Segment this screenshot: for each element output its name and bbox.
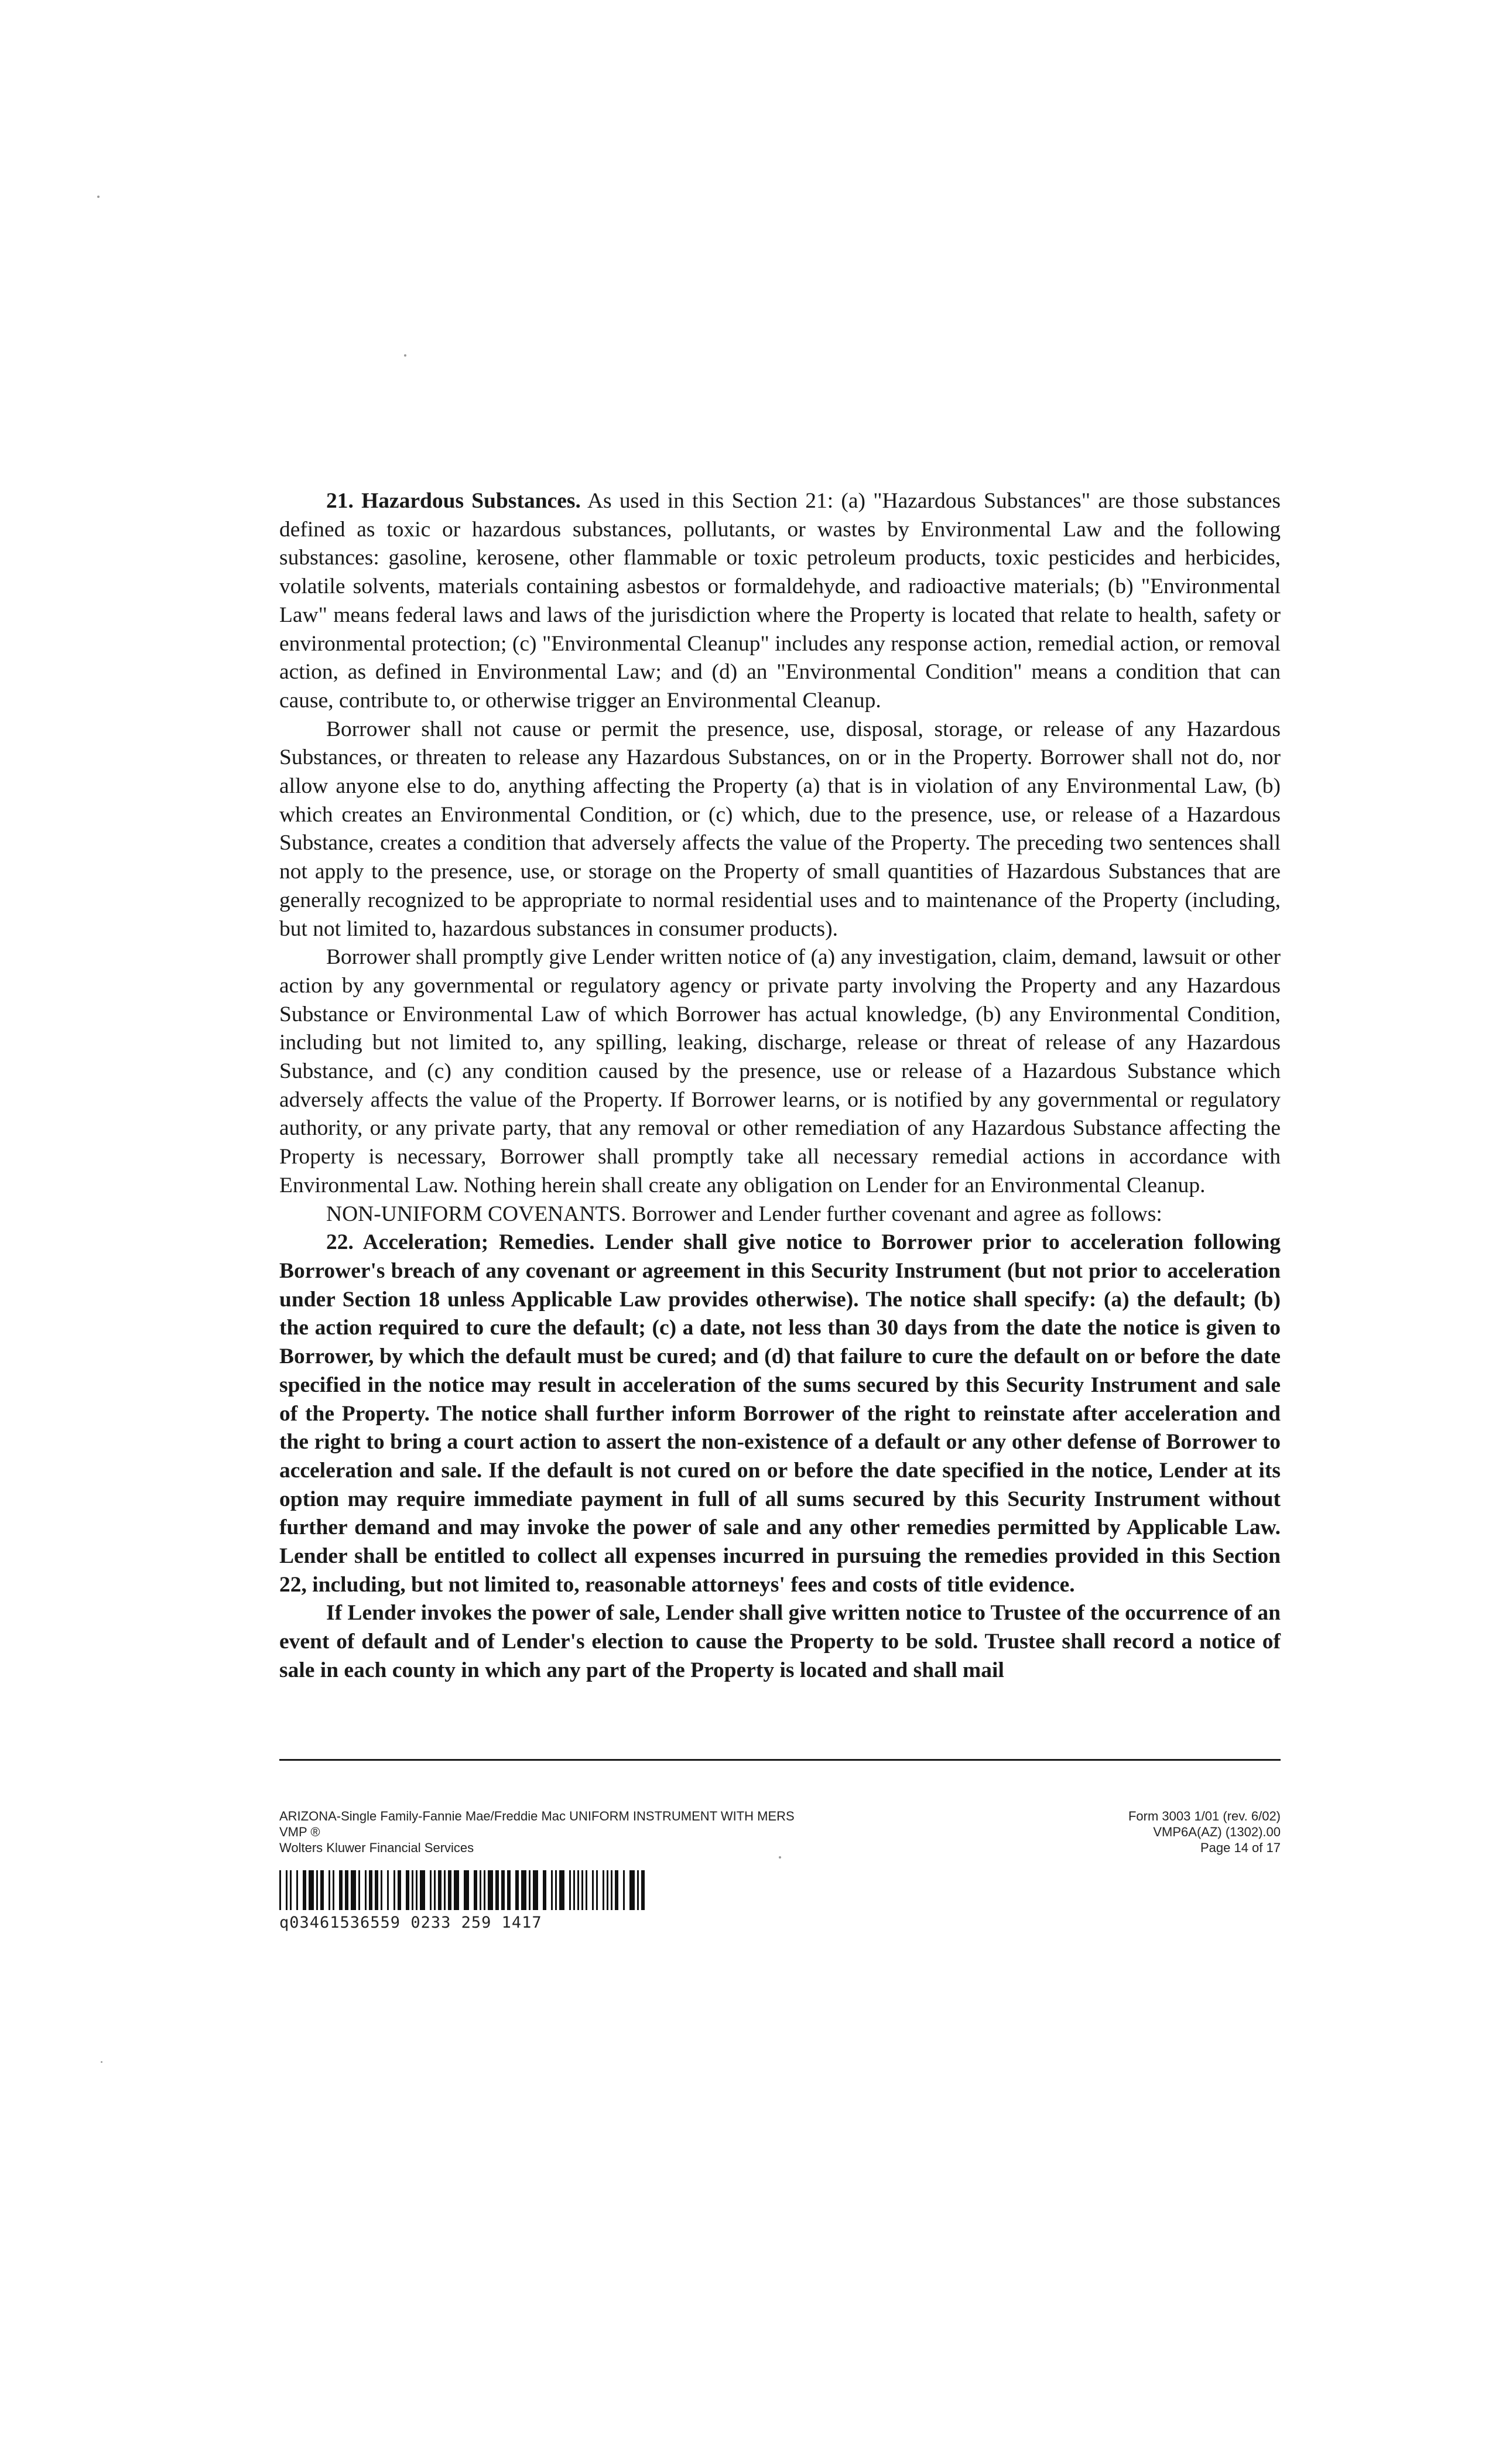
barcode-bar — [592, 1870, 594, 1910]
barcode-bar — [581, 1870, 583, 1910]
footer-vmp-code: VMP6A(AZ) (1302).00 — [1153, 1825, 1281, 1839]
footer-publisher: Wolters Kluwer Financial Services — [279, 1840, 474, 1855]
footer-form-number — [1128, 1808, 1281, 1856]
section-21-paragraph-3: Borrower shall promptly give Lender written notice of (a) any investigation, claim, demand, lawsuit or other action by any governmental or regulatory agency or private party involving the Property and any Hazardous Substance or Environmental Law of which Borrower has actual knowledge, (b) any Environmental Condition, including but not limited to, any spilling, leaking, discharge, release or threat of release of any Hazardous Substance, and (c) any condition caused by the presence, use or release of a Hazardous Substance which adversely affects the value of the Property. If Borrower learns, or is notified by any governmental or regulatory authority, or any private party, that any removal or other remediation of any Hazardous Substance affecting the Property is necessary, Borrower shall promptly take all necessary remedial actions in accordance with Environmental Law. Nothing herein shall create any obligation on Lender for an Environmental Cleanup. — [279, 945, 1281, 1197]
barcode-bar — [533, 1870, 538, 1910]
barcode-bar — [495, 1870, 499, 1910]
section-22-text: Lender shall give notice to Borrower prior to acceleration following Borrower's breach of any covenant or agreement in this Security Instrument (but not prior to acceleration under Section 18 unless Applicable Law provides otherwise). The notice shall specify: (a) the default; (b) the action required to cure the default; (c) a date, not less than 30 days from the date the notice is given to Borrower, by which the default must be cured; and (d) that failure to cure the default on or before the date specified in the notice may result in acceleration of the sums secured by this Security Instrument and sale of the Property. The notice shall further inform Borrower of the right to reinstate after acceleration and the right to bring a court action to assert the non-existence of a default or any other defense of Borrower to acceleration and sale. If the default is not cured on or before the date specified in the notice, Lender at its option may require immediate payment in full of all sums secured by this Security Instrument without further demand and may invoke the power of sale and any other remedies permitted by Applicable Law. Lender shall be entitled to collect all expenses incurred in pursuing the remedies provided in this Section 22, including, but not limited to, reasonable attorneys' fees and costs of title evidence. — [279, 1230, 1281, 1597]
section-21-paragraph-1 — [279, 487, 1281, 716]
barcode-bar — [488, 1870, 493, 1910]
footer-form-title: ARIZONA-Single Family-Fannie Mae/Freddie Mac UNIFORM INSTRUMENT WITH MERS — [279, 1809, 795, 1823]
footer-divider — [279, 1759, 1281, 1761]
scan-speck — [779, 1856, 781, 1859]
barcode-bar — [555, 1870, 557, 1910]
barcode-bar — [345, 1870, 348, 1910]
barcode-bar — [358, 1870, 360, 1910]
barcode-bar — [529, 1870, 531, 1910]
footer-vmp-mark: VMP ® — [279, 1825, 320, 1839]
barcode-bar — [290, 1870, 292, 1910]
section-22-heading: 22. Acceleration; Remedies. — [326, 1230, 595, 1255]
barcode-bar — [611, 1870, 612, 1910]
barcode-bar — [333, 1870, 334, 1910]
barcode-bar — [430, 1870, 432, 1910]
barcode-bar — [480, 1870, 481, 1910]
section-21-paragraph-2: Borrower shall not cause or permit the presence, use, disposal, storage, or release of any Hazardous Substances, or threaten to release any Hazardous Substances, on or in the Property. Borrower shall not do, nor allow anyone else to do, anything affecting the Property (a) that is in violation of any Environmental Law, (b) which creates an Environmental Condition, or (c) which, due to the presence, use, or release of a Hazardous Substance, creates a condition that adversely affects the value of the Property. The preceding two sentences shall not apply to the presence, use, or storage on the Property of small quantities of Hazardous Substances that are generally recognized to be appropriate to normal residential uses and to maintenance of the Property (including, but not limited to, hazardous substances in consumer products). — [279, 717, 1281, 941]
barcode-bar — [484, 1870, 485, 1910]
barcode-bar — [615, 1870, 618, 1910]
barcode-bar — [406, 1870, 409, 1910]
barcode-icon — [279, 1870, 645, 1910]
barcode-bar — [551, 1870, 553, 1910]
scan-speck — [404, 354, 406, 357]
barcode-bar — [351, 1870, 356, 1910]
barcode-bar — [573, 1870, 575, 1910]
barcode-bar — [603, 1870, 604, 1910]
barcode-bar — [339, 1870, 343, 1910]
barcode-bar — [387, 1870, 389, 1910]
barcode-bar — [515, 1870, 519, 1910]
barcode-bar — [365, 1870, 367, 1910]
barcode-bar — [444, 1870, 446, 1910]
barcode-bar — [596, 1870, 598, 1910]
barcode-bar — [543, 1870, 546, 1910]
barcode-bar — [559, 1870, 564, 1910]
barcode-bar — [464, 1870, 469, 1910]
barcode-bar — [309, 1870, 314, 1910]
barcode-bar — [637, 1870, 639, 1910]
scan-speck — [97, 196, 100, 198]
barcode-bar — [369, 1870, 372, 1910]
footer-form-code: Form 3003 1/01 (rev. 6/02) — [1128, 1809, 1281, 1823]
barcode-bar — [375, 1870, 378, 1910]
barcode-bar — [607, 1870, 608, 1910]
barcode-bar — [507, 1870, 511, 1910]
barcode-bar — [296, 1870, 298, 1910]
barcode-bar — [316, 1870, 318, 1910]
barcode-bar — [623, 1870, 625, 1910]
section-21-heading: 21. Hazardous Substances. — [326, 489, 581, 513]
barcode-bar — [521, 1870, 526, 1910]
section-22-paragraph-2: If Lender invokes the power of sale, Lender shall give written notice to Trustee of the occurrence of an event of default and of Lender's election to cause the Property to be sold. Trustee shall record a notice of sale in each county in which any part of the Property is located and shall mail — [279, 1601, 1281, 1682]
barcode-bar — [303, 1870, 306, 1910]
non-uniform-covenants: NON-UNIFORM COVENANTS. Borrower and Lender further covenant and agree as follows: — [326, 1202, 1162, 1226]
section-22-paragraph-1 — [279, 1228, 1281, 1599]
footer-page-number: Page 14 of 17 — [1200, 1840, 1281, 1855]
barcode-bar — [641, 1870, 645, 1910]
barcode-bar — [279, 1870, 281, 1910]
barcode-bar — [569, 1870, 571, 1910]
barcode-bar — [420, 1870, 425, 1910]
barcode-bar — [501, 1870, 505, 1910]
barcode-number: q03461536559 0233 259 1417 — [279, 1914, 542, 1932]
barcode-bar — [328, 1870, 330, 1910]
barcode-bar — [381, 1870, 382, 1910]
barcode-bar — [474, 1870, 477, 1910]
barcode-bar — [438, 1870, 442, 1910]
footer-form-info — [279, 1808, 795, 1856]
barcode-bar — [320, 1870, 324, 1910]
section-21-text: As used in this Section 21: (a) "Hazardous Substances" are those substances defined as toxic or hazardous substances, pollutants, or wastes by Environmental Law and the following substances: gasoline, kerosene, other flammable or toxic petroleum products, toxic pesticides and herbicides, volatile solvents, materials containing asbestos or formaldehyde, and radioactive materials; (b) "Environmental Law" means federal laws and laws of the jurisdiction where the Property is located that relate to health, safety or environmental protection; (c) "Environmental Cleanup" includes any response action, remedial action, or removal action, as defined in Environmental Law; and (d) an "Environmental Condition" means a condition that can cause, contribute to, or otherwise trigger an Environmental Cleanup. — [279, 489, 1281, 713]
barcode-bar — [454, 1870, 459, 1910]
barcode-bar — [393, 1870, 395, 1910]
barcode-bar — [577, 1870, 579, 1910]
barcode-bar — [398, 1870, 401, 1910]
scan-speck — [101, 2061, 102, 2063]
barcode-bar — [448, 1870, 451, 1910]
barcode-bar — [586, 1870, 587, 1910]
barcode-bar — [412, 1870, 413, 1910]
barcode-bar — [629, 1870, 635, 1910]
barcode-bar — [434, 1870, 436, 1910]
barcode-bar — [286, 1870, 288, 1910]
document-body — [279, 487, 1281, 1685]
barcode-bar — [416, 1870, 417, 1910]
